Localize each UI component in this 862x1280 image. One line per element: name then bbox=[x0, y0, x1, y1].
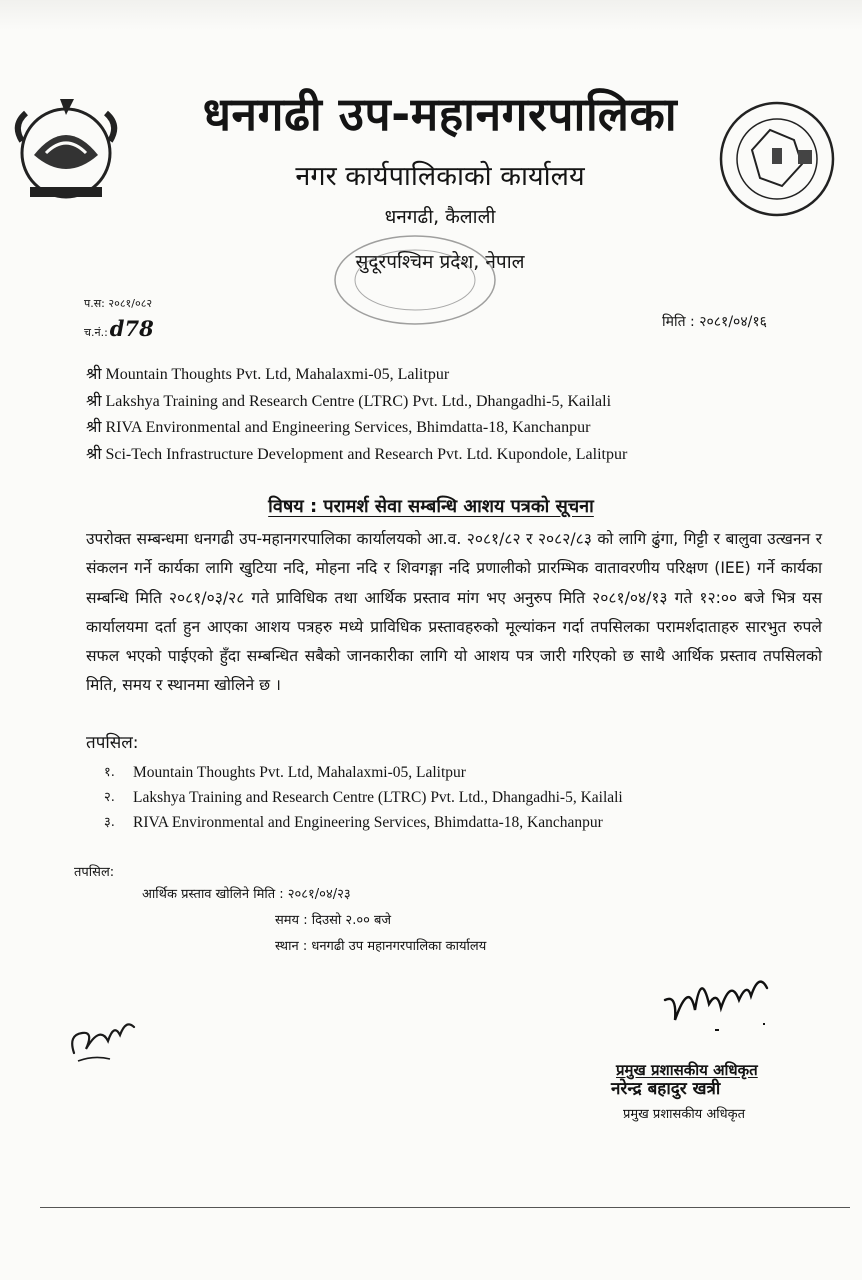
signatory-name: नरेन्द्र बहादुर खत्री bbox=[611, 1079, 721, 1099]
officer-signature-icon bbox=[655, 960, 785, 1040]
address-line-2: सुदूरपश्चिम प्रदेश, नेपाल bbox=[355, 251, 525, 273]
dispatch-label: च.नं.: bbox=[84, 326, 108, 339]
list-text: RIVA Environmental and Engineering Services, Bhimdatta-18, Kanchanpur bbox=[133, 814, 603, 831]
recipient-item: श्री RIVA Environmental and Engineering Services, Bhimdatta-18, Kanchanpur bbox=[86, 419, 591, 436]
list-number: १. bbox=[104, 765, 115, 780]
letter-date: मिति : २०८१/०४/१६ bbox=[662, 314, 767, 330]
nepal-emblem-icon bbox=[4, 95, 134, 205]
list-item bbox=[104, 810, 623, 835]
office-title: धनगढी उप-महानगरपालिका bbox=[202, 87, 678, 141]
opening-time: समय : दिउसो २.०० बजे bbox=[275, 913, 392, 928]
address-line-1: धनगढी, कैलाली bbox=[384, 206, 496, 228]
scan-shadow bbox=[0, 0, 862, 30]
initials-signature-icon bbox=[64, 1005, 144, 1070]
dispatch-number-handwritten: d78 bbox=[109, 316, 154, 341]
subject-text: विषय : परामर्श सेवा सम्बन्धि आशय पत्रको सूचना bbox=[268, 496, 594, 517]
office-stamp-icon bbox=[330, 230, 500, 330]
municipality-seal-icon bbox=[712, 100, 842, 218]
opening-heading: तपसिल: bbox=[74, 865, 115, 880]
list-text: Mountain Thoughts Pvt. Ltd, Mahalaxmi-05, Lalitpur bbox=[133, 764, 466, 781]
subject-line bbox=[86, 494, 776, 518]
recipient-list bbox=[86, 362, 627, 468]
recipient-item: श्री Sci-Tech Infrastructure Development and Research Pvt. Ltd. Kupondole, Lalitpur bbox=[86, 445, 628, 463]
office-subtitle: नगर कार्यपालिकाको कार्यालय bbox=[295, 161, 585, 192]
notice-body: उपरोक्त सम्बन्धमा धनगढी उप-महानगरपालिका कार्यालयको आ.व. २०८१/८२ र २०८२/८३ को लागि ढुंगा, गिट्टी र बालुवा उत्खनन र संकलन गर्ने कार्यका लागि खुटिया नदि, मोहना नदि र शिवगङ्गा नदि प्रणालीको प्रारम्भिक वातावरणीय परिक्षण (IEE) गर्ने कार्यका सम्बन्धि मिति २०८१/०३/२८ गते प्राविधिक तथा आर्थिक प्रस्ताव मांग भए अनुरुप मिति २०८१/०४/१३ गते १२:०० बजे भित्र यस कार्यालयमा दर्ता हुन आएका आशय पत्रहरु मध्ये प्राविधिक प्रस्तावहरुको मूल्यांकन गर्दा तपसिलका परामर्शदाताहरु सारभुत रुपले सफल भएको पाईएको हुँदा सम्बन्धित सबैको जानकारीका लागि यो आशय पत्र जारी गरिएको छ साथै आर्थिक प्रस्ताव तपसिलको मिति, समय र स्थानमा खोलिने छ । bbox=[86, 530, 822, 695]
list-text: Lakshya Training and Research Centre (LTRC) Pvt. Ltd., Dhangadhi-5, Kailali bbox=[133, 789, 623, 806]
selected-consultants-list bbox=[104, 760, 623, 835]
opening-date: आर्थिक प्रस्ताव खोलिने मिति : २०८१/०४/२३ bbox=[142, 887, 351, 902]
list-number: ३. bbox=[104, 815, 115, 830]
footer-divider bbox=[40, 1207, 850, 1208]
list-item bbox=[104, 760, 623, 785]
list-item bbox=[104, 785, 623, 810]
recipient-item: श्री Mountain Thoughts Pvt. Ltd, Mahalaxmi-05, Lalitpur bbox=[86, 366, 450, 383]
reference-number: प.स: २०८१/०८२ bbox=[84, 297, 153, 310]
details-heading: तपसिल: bbox=[86, 733, 139, 753]
recipient-item: श्री Lakshya Training and Research Centre (LTRC) Pvt. Ltd., Dhangadhi-5, Kailali bbox=[86, 392, 612, 410]
dispatch-number bbox=[84, 316, 154, 341]
list-number: २. bbox=[104, 790, 115, 805]
opening-place: स्थान : धनगढी उप महानगरपालिका कार्यालय bbox=[275, 939, 487, 954]
signatory-role-bottom: प्रमुख प्रशासकीय अधिकृत bbox=[623, 1107, 746, 1122]
signatory-role-top: प्रमुख प्रशासकीय अधिकृत bbox=[616, 1061, 758, 1079]
